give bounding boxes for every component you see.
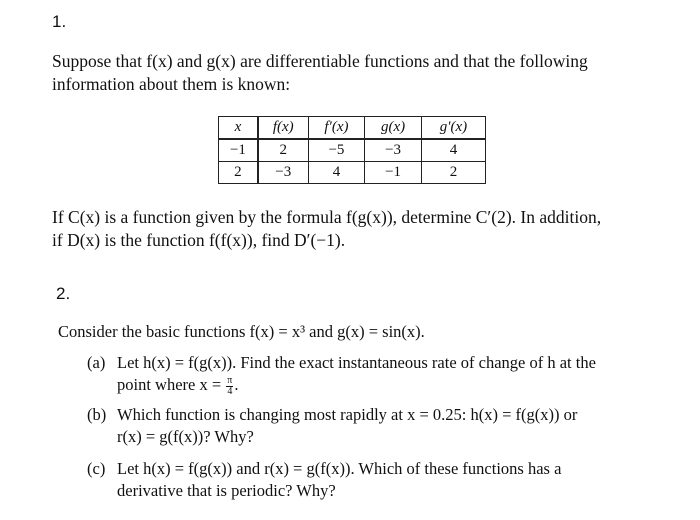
problem-1-question-line-2: if D(x) is the function f(f(x)), find D′(−1). — [52, 230, 346, 250]
table-cell: −1 — [365, 162, 422, 184]
part-a-text — [117, 352, 669, 397]
table-cell: 4 — [421, 139, 485, 162]
problem-1-intro-line-2: information about them is known: — [52, 74, 291, 94]
table-cell: 4 — [308, 162, 365, 184]
problem-1-question-line-1: If C(x) is a function given by the formula f(g(x)), determine C′(2). In addition, — [52, 207, 602, 227]
part-b-text — [117, 404, 669, 448]
problem-1-question — [52, 206, 672, 252]
part-c-label: (c) — [87, 459, 106, 478]
table-row — [219, 139, 486, 162]
problem-1-number: 1. — [52, 12, 67, 31]
part-a-label: (a) — [87, 353, 106, 372]
part-a-line-2 — [117, 374, 669, 397]
table-cell: 2 — [258, 139, 308, 162]
part-a — [87, 352, 677, 398]
table-cell: −5 — [308, 139, 365, 162]
part-b — [87, 404, 677, 450]
part-c-text — [117, 458, 669, 502]
table-header-cell: f(x) — [258, 117, 308, 140]
table-cell: −3 — [365, 139, 422, 162]
table-row — [219, 162, 486, 184]
table-header-cell: g′(x) — [421, 117, 485, 140]
problem-2-intro: Consider the basic functions f(x) = x³ and g(x) = sin(x). — [58, 322, 425, 341]
table-cell: 2 — [219, 162, 258, 184]
part-b-label: (b) — [87, 405, 107, 424]
problem-1-intro-line-1: Suppose that f(x) and g(x) are differentiable functions and that the following — [52, 51, 588, 71]
table-header-cell: g(x) — [365, 117, 422, 140]
problem-2-number: 2. — [56, 284, 71, 303]
part-b-line-2: r(x) = g(f(x))? Why? — [117, 427, 254, 446]
problem-1-intro — [52, 50, 662, 96]
fraction-numerator: π — [227, 374, 233, 386]
part-c-line-1: Let h(x) = f(g(x)) and r(x) = g(f(x)). Which of these functions has a — [117, 459, 562, 478]
table-cell: 2 — [421, 162, 485, 184]
part-c — [87, 458, 677, 504]
table-header-row — [219, 117, 486, 140]
part-c-line-2: derivative that is periodic? Why? — [117, 481, 336, 500]
table-header-cell: x — [219, 117, 258, 140]
table-header-cell: f′(x) — [308, 117, 365, 140]
table-cell: −1 — [219, 139, 258, 162]
fraction-denominator: 4 — [227, 385, 233, 397]
part-a-line-1: Let h(x) = f(g(x)). Find the exact instantaneous rate of change of h at the — [117, 353, 596, 372]
values-table — [218, 116, 486, 184]
part-b-line-1: Which function is changing most rapidly at x = 0.25: h(x) = f(g(x)) or — [117, 405, 578, 424]
part-a-line-2-prefix: point where x = — [117, 375, 222, 394]
table-cell: −3 — [258, 162, 308, 184]
pi-over-4-fraction — [226, 376, 233, 397]
part-a-line-2-suffix: . — [234, 375, 239, 394]
